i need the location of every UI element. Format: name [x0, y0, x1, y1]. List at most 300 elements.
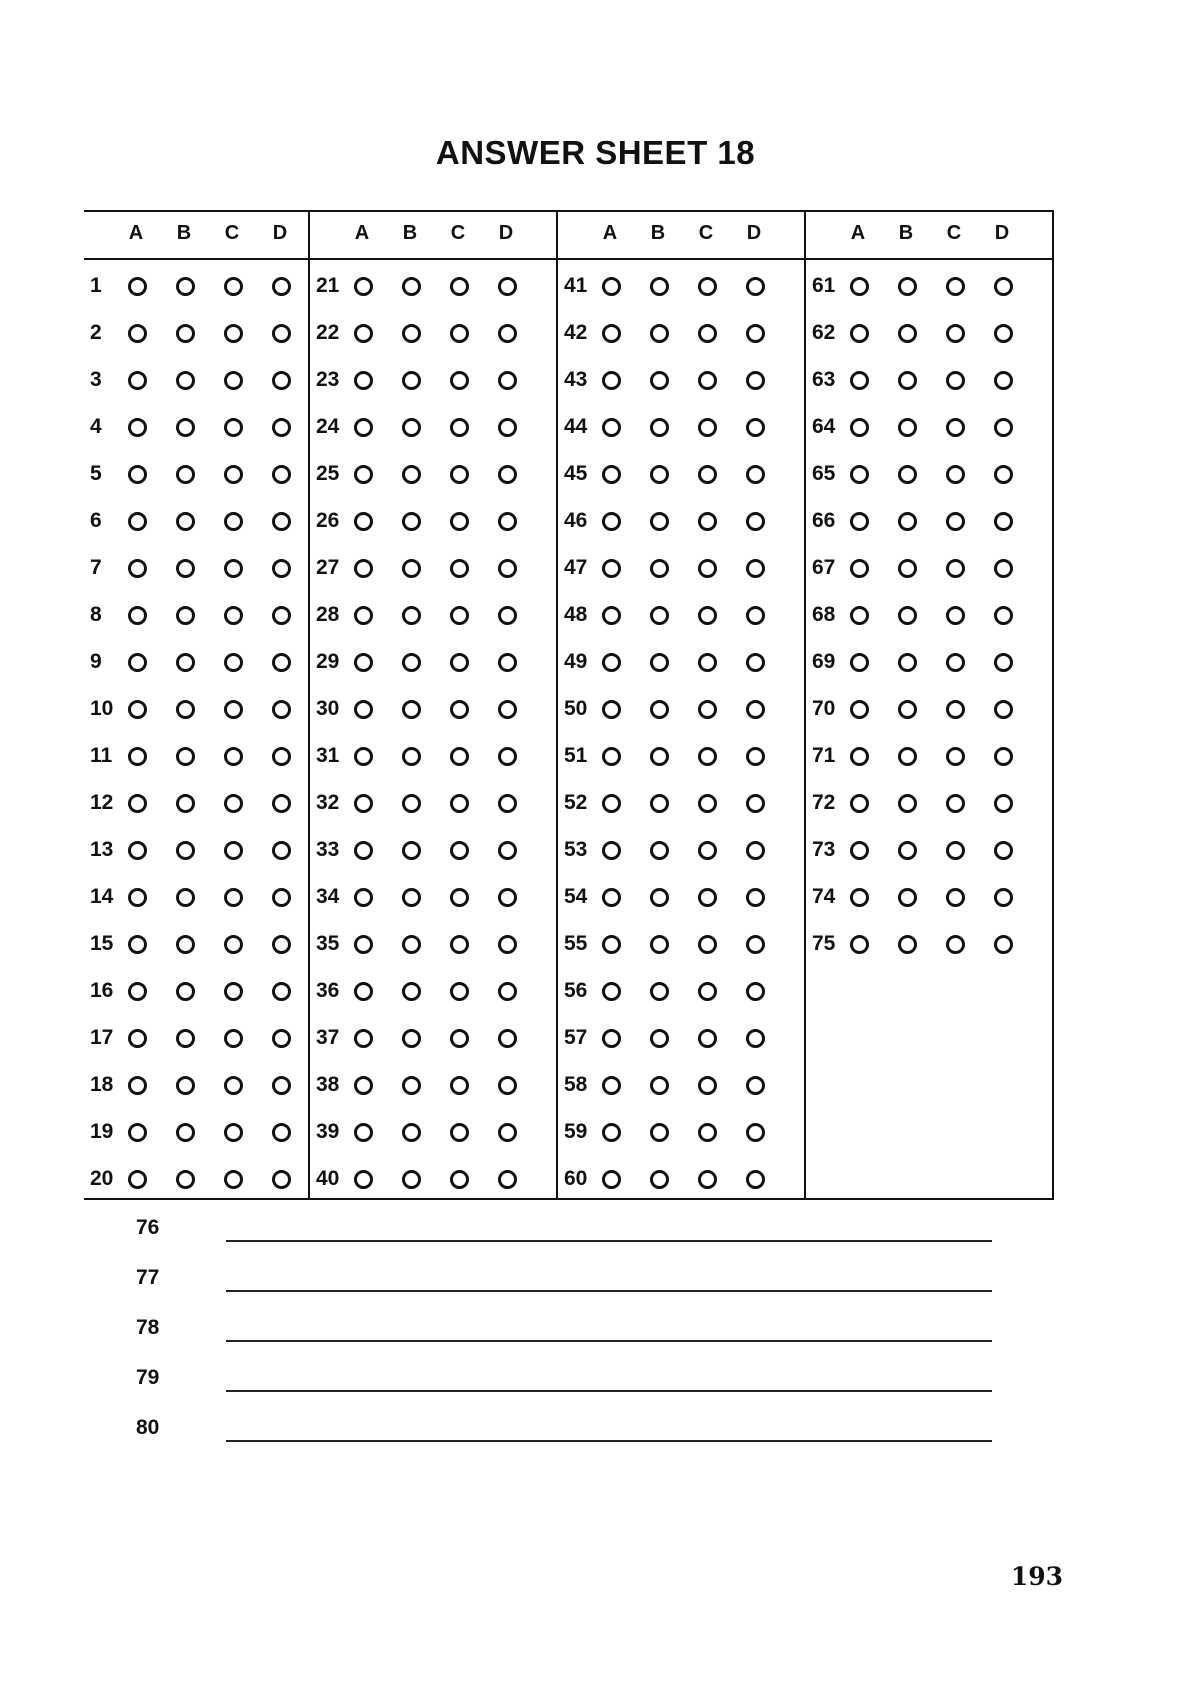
- answer-bubble-d[interactable]: [746, 371, 765, 390]
- answer-bubble-b[interactable]: [176, 1123, 195, 1142]
- answer-bubble-a[interactable]: [850, 747, 869, 766]
- answer-bubble-b[interactable]: [898, 747, 917, 766]
- answer-bubble-c[interactable]: [224, 1170, 243, 1189]
- answer-bubble-a[interactable]: [354, 512, 373, 531]
- answer-bubble-d[interactable]: [272, 935, 291, 954]
- answer-bubble-a[interactable]: [850, 700, 869, 719]
- answer-bubble-a[interactable]: [354, 277, 373, 296]
- answer-bubble-d[interactable]: [498, 418, 517, 437]
- answer-bubble-b[interactable]: [898, 277, 917, 296]
- answer-bubble-a[interactable]: [128, 982, 147, 1001]
- answer-bubble-a[interactable]: [354, 606, 373, 625]
- answer-bubble-d[interactable]: [746, 1076, 765, 1095]
- answer-bubble-d[interactable]: [994, 841, 1013, 860]
- answer-bubble-b[interactable]: [176, 1170, 195, 1189]
- answer-bubble-d[interactable]: [272, 1029, 291, 1048]
- answer-bubble-c[interactable]: [698, 606, 717, 625]
- answer-bubble-b[interactable]: [650, 794, 669, 813]
- answer-bubble-c[interactable]: [946, 653, 965, 672]
- answer-bubble-c[interactable]: [450, 559, 469, 578]
- answer-bubble-b[interactable]: [176, 465, 195, 484]
- answer-bubble-a[interactable]: [128, 1029, 147, 1048]
- answer-bubble-a[interactable]: [128, 559, 147, 578]
- answer-bubble-b[interactable]: [176, 1076, 195, 1095]
- answer-bubble-d[interactable]: [746, 935, 765, 954]
- answer-bubble-a[interactable]: [850, 841, 869, 860]
- answer-bubble-a[interactable]: [850, 418, 869, 437]
- answer-bubble-b[interactable]: [898, 653, 917, 672]
- answer-bubble-b[interactable]: [650, 653, 669, 672]
- answer-bubble-b[interactable]: [898, 794, 917, 813]
- answer-bubble-d[interactable]: [498, 841, 517, 860]
- answer-bubble-a[interactable]: [354, 982, 373, 1001]
- answer-bubble-a[interactable]: [850, 512, 869, 531]
- answer-bubble-c[interactable]: [698, 1170, 717, 1189]
- answer-bubble-c[interactable]: [450, 1170, 469, 1189]
- answer-bubble-d[interactable]: [498, 888, 517, 907]
- answer-bubble-c[interactable]: [224, 841, 243, 860]
- answer-bubble-c[interactable]: [224, 888, 243, 907]
- answer-bubble-d[interactable]: [746, 559, 765, 578]
- answer-bubble-c[interactable]: [698, 371, 717, 390]
- answer-bubble-c[interactable]: [224, 653, 243, 672]
- answer-bubble-d[interactable]: [272, 653, 291, 672]
- answer-bubble-b[interactable]: [650, 982, 669, 1001]
- answer-bubble-a[interactable]: [850, 277, 869, 296]
- answer-bubble-d[interactable]: [746, 1029, 765, 1048]
- answer-bubble-a[interactable]: [850, 324, 869, 343]
- answer-bubble-b[interactable]: [650, 1076, 669, 1095]
- answer-bubble-b[interactable]: [402, 371, 421, 390]
- answer-bubble-a[interactable]: [128, 1076, 147, 1095]
- answer-bubble-a[interactable]: [128, 512, 147, 531]
- answer-bubble-a[interactable]: [128, 841, 147, 860]
- answer-bubble-b[interactable]: [650, 935, 669, 954]
- answer-bubble-a[interactable]: [354, 371, 373, 390]
- answer-bubble-b[interactable]: [402, 465, 421, 484]
- answer-bubble-b[interactable]: [402, 935, 421, 954]
- answer-bubble-b[interactable]: [402, 559, 421, 578]
- answer-bubble-b[interactable]: [176, 1029, 195, 1048]
- answer-bubble-d[interactable]: [272, 512, 291, 531]
- answer-bubble-a[interactable]: [354, 888, 373, 907]
- answer-bubble-d[interactable]: [272, 747, 291, 766]
- answer-bubble-a[interactable]: [850, 794, 869, 813]
- answer-bubble-c[interactable]: [224, 559, 243, 578]
- answer-bubble-d[interactable]: [498, 982, 517, 1001]
- answer-bubble-b[interactable]: [402, 794, 421, 813]
- answer-bubble-c[interactable]: [698, 700, 717, 719]
- answer-bubble-d[interactable]: [746, 841, 765, 860]
- answer-bubble-c[interactable]: [698, 1076, 717, 1095]
- answer-bubble-c[interactable]: [450, 606, 469, 625]
- answer-bubble-c[interactable]: [224, 935, 243, 954]
- answer-bubble-b[interactable]: [650, 606, 669, 625]
- answer-bubble-a[interactable]: [128, 747, 147, 766]
- answer-bubble-a[interactable]: [128, 277, 147, 296]
- answer-bubble-a[interactable]: [602, 512, 621, 531]
- answer-bubble-c[interactable]: [224, 465, 243, 484]
- answer-bubble-d[interactable]: [498, 935, 517, 954]
- answer-bubble-a[interactable]: [602, 559, 621, 578]
- answer-bubble-c[interactable]: [946, 371, 965, 390]
- answer-bubble-b[interactable]: [650, 1170, 669, 1189]
- answer-bubble-a[interactable]: [602, 1029, 621, 1048]
- answer-bubble-c[interactable]: [946, 794, 965, 813]
- answer-bubble-a[interactable]: [354, 1123, 373, 1142]
- answer-bubble-c[interactable]: [698, 982, 717, 1001]
- answer-bubble-c[interactable]: [698, 1123, 717, 1142]
- answer-bubble-c[interactable]: [450, 512, 469, 531]
- answer-bubble-a[interactable]: [354, 700, 373, 719]
- answer-bubble-b[interactable]: [402, 1029, 421, 1048]
- answer-bubble-a[interactable]: [128, 653, 147, 672]
- answer-bubble-a[interactable]: [602, 747, 621, 766]
- answer-bubble-c[interactable]: [450, 1123, 469, 1142]
- answer-bubble-b[interactable]: [650, 747, 669, 766]
- answer-bubble-c[interactable]: [946, 559, 965, 578]
- answer-bubble-a[interactable]: [354, 324, 373, 343]
- answer-bubble-d[interactable]: [994, 277, 1013, 296]
- answer-bubble-a[interactable]: [128, 1123, 147, 1142]
- answer-bubble-b[interactable]: [176, 324, 195, 343]
- answer-bubble-c[interactable]: [224, 324, 243, 343]
- answer-bubble-b[interactable]: [898, 935, 917, 954]
- answer-bubble-c[interactable]: [698, 841, 717, 860]
- answer-bubble-c[interactable]: [946, 935, 965, 954]
- answer-bubble-b[interactable]: [650, 888, 669, 907]
- answer-bubble-b[interactable]: [402, 1076, 421, 1095]
- answer-bubble-b[interactable]: [650, 465, 669, 484]
- answer-bubble-a[interactable]: [602, 277, 621, 296]
- answer-bubble-b[interactable]: [650, 371, 669, 390]
- answer-bubble-b[interactable]: [402, 653, 421, 672]
- answer-bubble-a[interactable]: [602, 1170, 621, 1189]
- answer-bubble-b[interactable]: [176, 277, 195, 296]
- answer-bubble-b[interactable]: [402, 700, 421, 719]
- answer-line[interactable]: [226, 1390, 992, 1392]
- answer-bubble-d[interactable]: [994, 324, 1013, 343]
- answer-bubble-b[interactable]: [650, 700, 669, 719]
- answer-bubble-d[interactable]: [994, 559, 1013, 578]
- answer-bubble-c[interactable]: [224, 700, 243, 719]
- answer-bubble-a[interactable]: [354, 794, 373, 813]
- answer-bubble-c[interactable]: [946, 888, 965, 907]
- answer-bubble-d[interactable]: [498, 512, 517, 531]
- answer-bubble-c[interactable]: [450, 747, 469, 766]
- answer-bubble-c[interactable]: [224, 1123, 243, 1142]
- answer-bubble-c[interactable]: [698, 794, 717, 813]
- answer-bubble-c[interactable]: [450, 935, 469, 954]
- answer-bubble-d[interactable]: [272, 982, 291, 1001]
- answer-bubble-c[interactable]: [698, 747, 717, 766]
- answer-bubble-d[interactable]: [746, 653, 765, 672]
- answer-bubble-c[interactable]: [224, 371, 243, 390]
- answer-bubble-d[interactable]: [272, 1123, 291, 1142]
- answer-bubble-c[interactable]: [450, 324, 469, 343]
- answer-bubble-b[interactable]: [176, 371, 195, 390]
- answer-bubble-d[interactable]: [498, 1170, 517, 1189]
- answer-bubble-b[interactable]: [402, 1170, 421, 1189]
- answer-bubble-c[interactable]: [698, 559, 717, 578]
- answer-bubble-d[interactable]: [498, 794, 517, 813]
- answer-bubble-d[interactable]: [746, 747, 765, 766]
- answer-bubble-b[interactable]: [402, 747, 421, 766]
- answer-bubble-a[interactable]: [602, 653, 621, 672]
- answer-bubble-a[interactable]: [850, 465, 869, 484]
- answer-bubble-d[interactable]: [994, 747, 1013, 766]
- answer-bubble-a[interactable]: [354, 559, 373, 578]
- answer-bubble-c[interactable]: [224, 606, 243, 625]
- answer-bubble-b[interactable]: [402, 606, 421, 625]
- answer-bubble-d[interactable]: [994, 935, 1013, 954]
- answer-bubble-b[interactable]: [402, 888, 421, 907]
- answer-bubble-a[interactable]: [602, 935, 621, 954]
- answer-bubble-a[interactable]: [602, 1123, 621, 1142]
- answer-line[interactable]: [226, 1340, 992, 1342]
- answer-bubble-d[interactable]: [272, 277, 291, 296]
- answer-bubble-d[interactable]: [746, 1123, 765, 1142]
- answer-bubble-b[interactable]: [402, 418, 421, 437]
- answer-bubble-d[interactable]: [746, 794, 765, 813]
- answer-bubble-d[interactable]: [498, 747, 517, 766]
- answer-bubble-d[interactable]: [994, 653, 1013, 672]
- answer-bubble-d[interactable]: [746, 606, 765, 625]
- answer-bubble-a[interactable]: [602, 1076, 621, 1095]
- answer-bubble-b[interactable]: [176, 841, 195, 860]
- answer-bubble-c[interactable]: [450, 465, 469, 484]
- answer-bubble-d[interactable]: [498, 324, 517, 343]
- answer-bubble-a[interactable]: [128, 935, 147, 954]
- answer-bubble-c[interactable]: [698, 935, 717, 954]
- answer-bubble-a[interactable]: [850, 653, 869, 672]
- answer-bubble-c[interactable]: [224, 747, 243, 766]
- answer-bubble-d[interactable]: [498, 606, 517, 625]
- answer-bubble-b[interactable]: [176, 700, 195, 719]
- answer-bubble-d[interactable]: [746, 700, 765, 719]
- answer-bubble-a[interactable]: [602, 465, 621, 484]
- answer-bubble-c[interactable]: [946, 841, 965, 860]
- answer-bubble-d[interactable]: [994, 371, 1013, 390]
- answer-bubble-a[interactable]: [128, 794, 147, 813]
- answer-bubble-c[interactable]: [946, 277, 965, 296]
- answer-bubble-d[interactable]: [272, 1076, 291, 1095]
- answer-bubble-a[interactable]: [354, 1170, 373, 1189]
- answer-bubble-d[interactable]: [746, 324, 765, 343]
- answer-bubble-a[interactable]: [354, 1029, 373, 1048]
- answer-bubble-c[interactable]: [450, 277, 469, 296]
- answer-bubble-a[interactable]: [128, 418, 147, 437]
- answer-bubble-c[interactable]: [224, 1029, 243, 1048]
- answer-bubble-c[interactable]: [224, 277, 243, 296]
- answer-bubble-d[interactable]: [498, 1123, 517, 1142]
- answer-bubble-b[interactable]: [402, 1123, 421, 1142]
- answer-bubble-b[interactable]: [402, 512, 421, 531]
- answer-bubble-b[interactable]: [402, 982, 421, 1001]
- answer-bubble-d[interactable]: [272, 465, 291, 484]
- answer-bubble-d[interactable]: [272, 1170, 291, 1189]
- answer-bubble-a[interactable]: [354, 841, 373, 860]
- answer-bubble-d[interactable]: [746, 982, 765, 1001]
- answer-bubble-c[interactable]: [224, 982, 243, 1001]
- answer-line[interactable]: [226, 1440, 992, 1442]
- answer-bubble-a[interactable]: [850, 935, 869, 954]
- answer-bubble-a[interactable]: [850, 888, 869, 907]
- answer-bubble-c[interactable]: [698, 1029, 717, 1048]
- answer-bubble-b[interactable]: [898, 512, 917, 531]
- answer-bubble-c[interactable]: [450, 888, 469, 907]
- answer-bubble-d[interactable]: [272, 418, 291, 437]
- answer-bubble-d[interactable]: [746, 512, 765, 531]
- answer-bubble-b[interactable]: [176, 935, 195, 954]
- answer-bubble-a[interactable]: [354, 653, 373, 672]
- answer-bubble-d[interactable]: [272, 700, 291, 719]
- answer-line[interactable]: [226, 1240, 992, 1242]
- answer-bubble-d[interactable]: [994, 512, 1013, 531]
- answer-bubble-a[interactable]: [850, 371, 869, 390]
- answer-bubble-d[interactable]: [994, 606, 1013, 625]
- answer-bubble-c[interactable]: [698, 418, 717, 437]
- answer-line[interactable]: [226, 1290, 992, 1292]
- answer-bubble-c[interactable]: [698, 653, 717, 672]
- answer-bubble-d[interactable]: [498, 1029, 517, 1048]
- answer-bubble-d[interactable]: [498, 559, 517, 578]
- answer-bubble-d[interactable]: [746, 888, 765, 907]
- answer-bubble-b[interactable]: [650, 1029, 669, 1048]
- answer-bubble-d[interactable]: [272, 888, 291, 907]
- answer-bubble-d[interactable]: [994, 794, 1013, 813]
- answer-bubble-a[interactable]: [602, 371, 621, 390]
- answer-bubble-b[interactable]: [650, 1123, 669, 1142]
- answer-bubble-c[interactable]: [946, 324, 965, 343]
- answer-bubble-d[interactable]: [272, 324, 291, 343]
- answer-bubble-d[interactable]: [272, 794, 291, 813]
- answer-bubble-c[interactable]: [946, 465, 965, 484]
- answer-bubble-a[interactable]: [850, 559, 869, 578]
- answer-bubble-c[interactable]: [450, 1076, 469, 1095]
- answer-bubble-c[interactable]: [946, 747, 965, 766]
- answer-bubble-c[interactable]: [224, 1076, 243, 1095]
- answer-bubble-b[interactable]: [898, 465, 917, 484]
- answer-bubble-c[interactable]: [946, 606, 965, 625]
- answer-bubble-a[interactable]: [128, 888, 147, 907]
- answer-bubble-a[interactable]: [602, 606, 621, 625]
- answer-bubble-c[interactable]: [698, 277, 717, 296]
- answer-bubble-d[interactable]: [498, 277, 517, 296]
- answer-bubble-d[interactable]: [746, 465, 765, 484]
- answer-bubble-c[interactable]: [698, 512, 717, 531]
- answer-bubble-b[interactable]: [176, 982, 195, 1001]
- answer-bubble-d[interactable]: [746, 418, 765, 437]
- answer-bubble-c[interactable]: [946, 512, 965, 531]
- answer-bubble-b[interactable]: [176, 794, 195, 813]
- answer-bubble-b[interactable]: [650, 512, 669, 531]
- answer-bubble-b[interactable]: [898, 418, 917, 437]
- answer-bubble-c[interactable]: [698, 465, 717, 484]
- answer-bubble-b[interactable]: [176, 888, 195, 907]
- answer-bubble-c[interactable]: [450, 1029, 469, 1048]
- answer-bubble-a[interactable]: [128, 700, 147, 719]
- answer-bubble-a[interactable]: [602, 888, 621, 907]
- answer-bubble-b[interactable]: [650, 841, 669, 860]
- answer-bubble-d[interactable]: [994, 700, 1013, 719]
- answer-bubble-c[interactable]: [698, 888, 717, 907]
- answer-bubble-c[interactable]: [224, 418, 243, 437]
- answer-bubble-a[interactable]: [602, 841, 621, 860]
- answer-bubble-c[interactable]: [224, 512, 243, 531]
- answer-bubble-a[interactable]: [602, 418, 621, 437]
- answer-bubble-b[interactable]: [650, 418, 669, 437]
- answer-bubble-b[interactable]: [650, 324, 669, 343]
- answer-bubble-c[interactable]: [450, 982, 469, 1001]
- answer-bubble-c[interactable]: [698, 324, 717, 343]
- answer-bubble-b[interactable]: [898, 371, 917, 390]
- answer-bubble-b[interactable]: [402, 841, 421, 860]
- answer-bubble-b[interactable]: [898, 559, 917, 578]
- answer-bubble-a[interactable]: [128, 371, 147, 390]
- answer-bubble-d[interactable]: [994, 465, 1013, 484]
- answer-bubble-b[interactable]: [176, 747, 195, 766]
- answer-bubble-a[interactable]: [354, 418, 373, 437]
- answer-bubble-c[interactable]: [450, 418, 469, 437]
- answer-bubble-d[interactable]: [498, 653, 517, 672]
- answer-bubble-a[interactable]: [354, 935, 373, 954]
- answer-bubble-c[interactable]: [224, 794, 243, 813]
- answer-bubble-c[interactable]: [450, 700, 469, 719]
- answer-bubble-a[interactable]: [128, 1170, 147, 1189]
- answer-bubble-a[interactable]: [354, 747, 373, 766]
- answer-bubble-a[interactable]: [128, 606, 147, 625]
- answer-bubble-b[interactable]: [898, 700, 917, 719]
- answer-bubble-a[interactable]: [602, 324, 621, 343]
- answer-bubble-a[interactable]: [602, 982, 621, 1001]
- answer-bubble-b[interactable]: [176, 653, 195, 672]
- answer-bubble-d[interactable]: [994, 888, 1013, 907]
- answer-bubble-b[interactable]: [402, 324, 421, 343]
- answer-bubble-b[interactable]: [898, 888, 917, 907]
- answer-bubble-b[interactable]: [650, 277, 669, 296]
- answer-bubble-b[interactable]: [898, 606, 917, 625]
- answer-bubble-a[interactable]: [602, 700, 621, 719]
- answer-bubble-c[interactable]: [450, 841, 469, 860]
- answer-bubble-d[interactable]: [498, 465, 517, 484]
- answer-bubble-d[interactable]: [272, 841, 291, 860]
- answer-bubble-c[interactable]: [946, 418, 965, 437]
- answer-bubble-a[interactable]: [354, 465, 373, 484]
- answer-bubble-b[interactable]: [898, 324, 917, 343]
- answer-bubble-d[interactable]: [498, 1076, 517, 1095]
- answer-bubble-b[interactable]: [176, 606, 195, 625]
- answer-bubble-c[interactable]: [450, 794, 469, 813]
- answer-bubble-c[interactable]: [450, 371, 469, 390]
- answer-bubble-d[interactable]: [746, 277, 765, 296]
- answer-bubble-a[interactable]: [354, 1076, 373, 1095]
- answer-bubble-b[interactable]: [402, 277, 421, 296]
- answer-bubble-b[interactable]: [176, 512, 195, 531]
- answer-bubble-a[interactable]: [128, 465, 147, 484]
- answer-bubble-d[interactable]: [272, 559, 291, 578]
- answer-bubble-b[interactable]: [176, 559, 195, 578]
- answer-bubble-c[interactable]: [946, 700, 965, 719]
- answer-bubble-d[interactable]: [498, 700, 517, 719]
- answer-bubble-b[interactable]: [650, 559, 669, 578]
- answer-bubble-d[interactable]: [272, 606, 291, 625]
- answer-bubble-d[interactable]: [994, 418, 1013, 437]
- answer-bubble-c[interactable]: [450, 653, 469, 672]
- answer-bubble-a[interactable]: [602, 794, 621, 813]
- answer-bubble-b[interactable]: [176, 418, 195, 437]
- answer-bubble-a[interactable]: [850, 606, 869, 625]
